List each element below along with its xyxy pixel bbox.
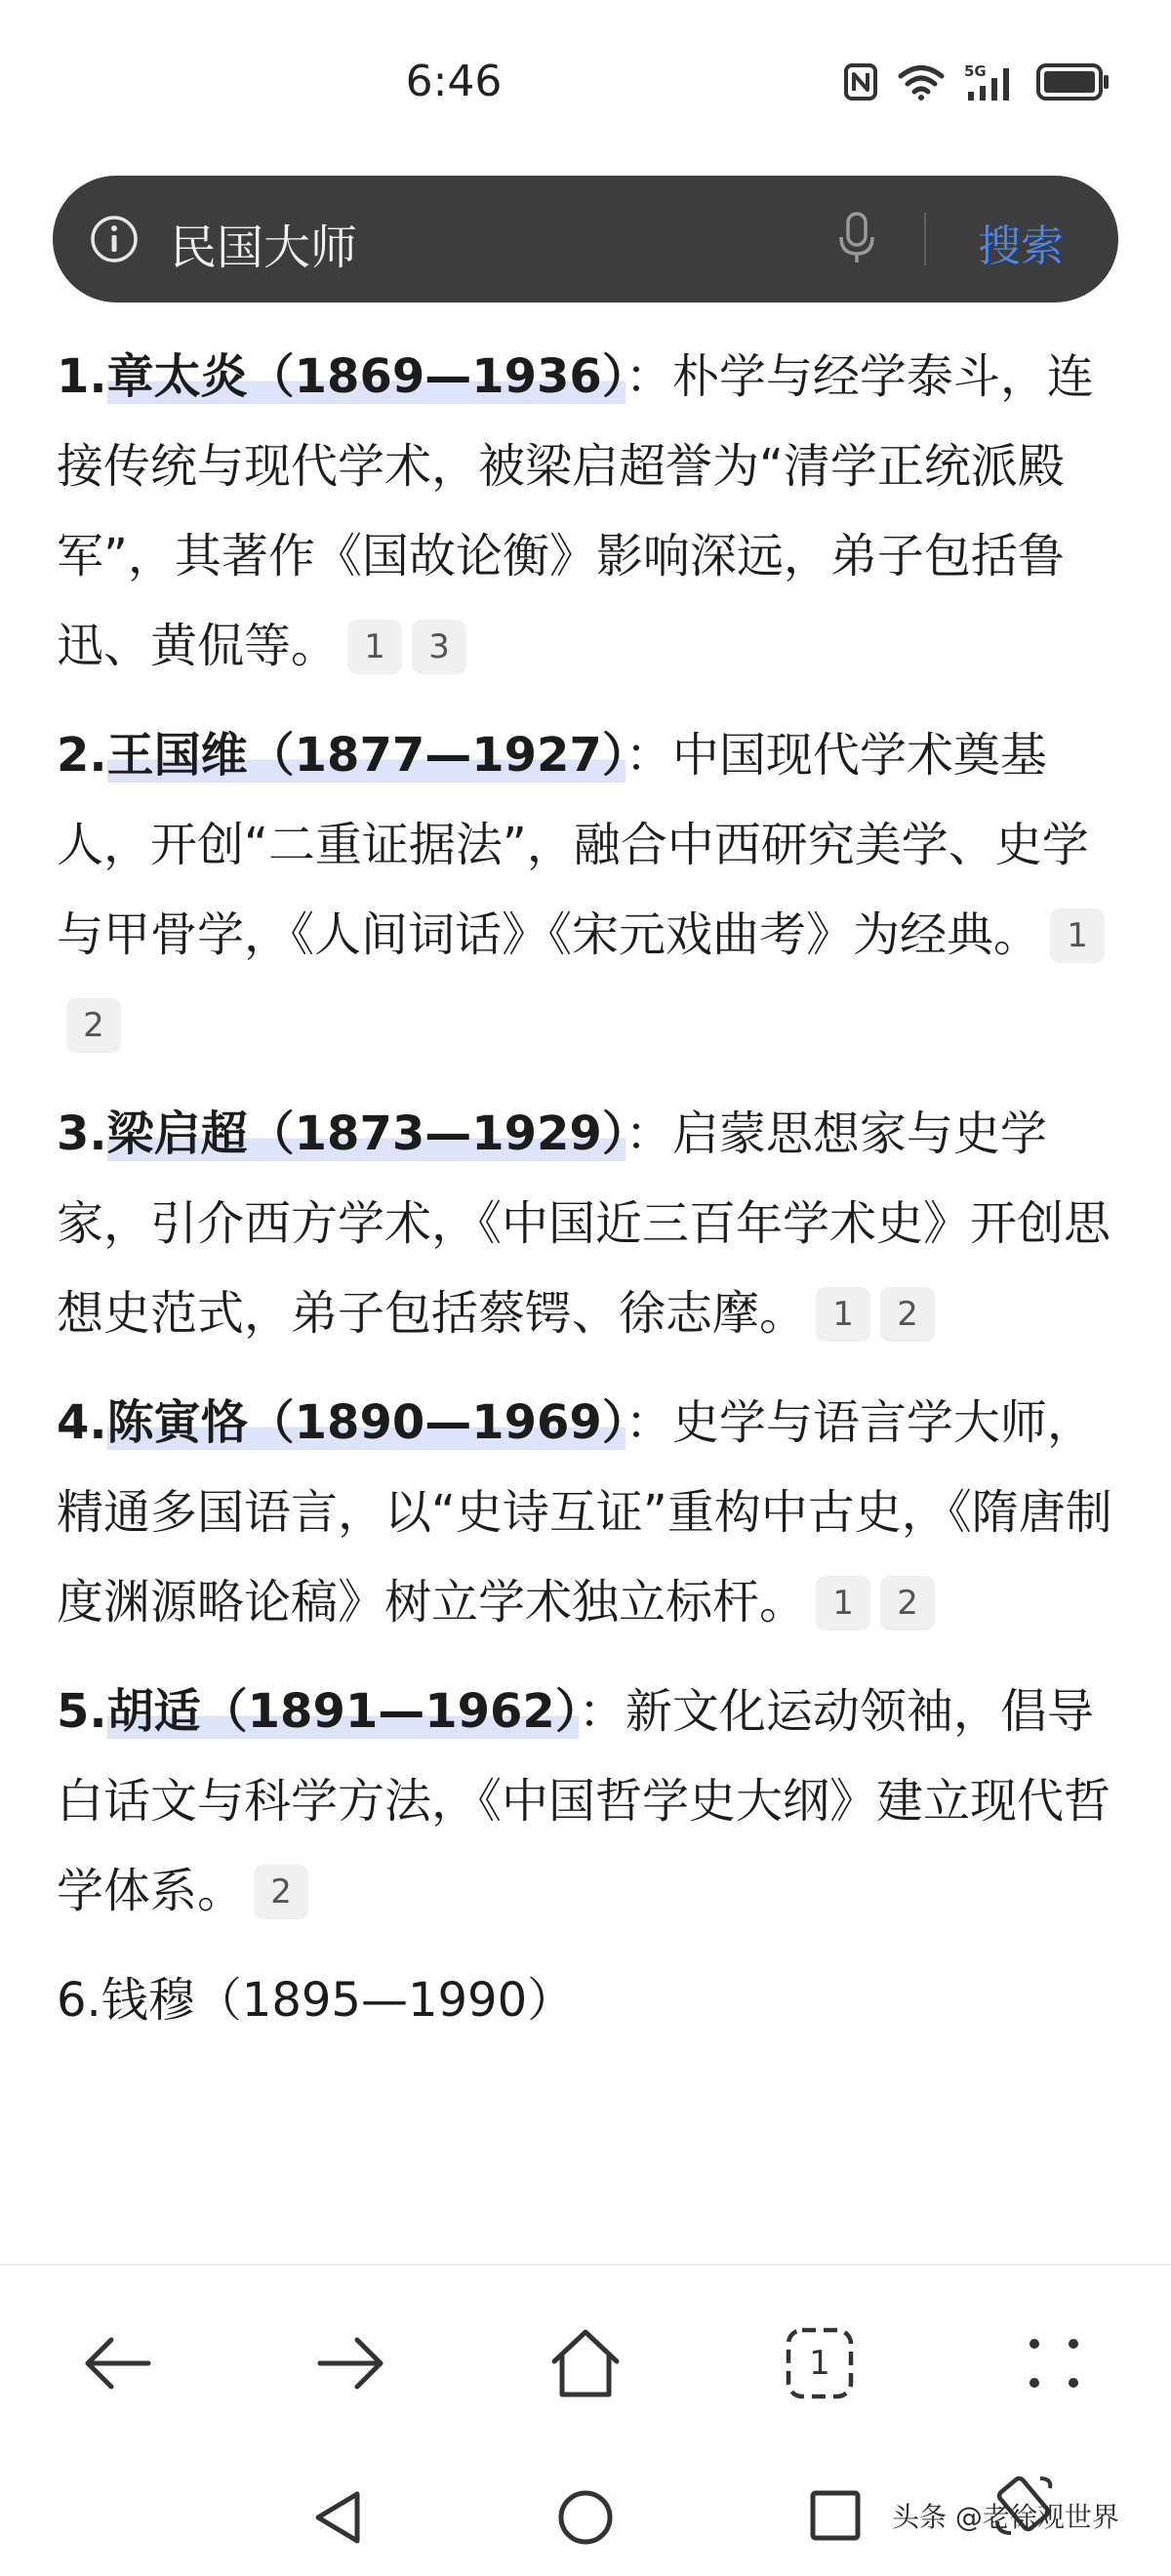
citation-badge[interactable]: 1: [816, 1287, 870, 1342]
citation-badge[interactable]: 1: [347, 620, 402, 674]
item-number: 3.: [57, 1107, 107, 1161]
watermark-text: 头条 @老徐观世界: [892, 2501, 1119, 2533]
wifi-icon: [898, 63, 945, 101]
result-item: [57, 1089, 1120, 1358]
forward-arrow-icon[interactable]: [312, 2324, 390, 2402]
browser-toolbar: [0, 2264, 1171, 2459]
citation-badge[interactable]: 2: [880, 1576, 935, 1630]
item-number: 4.: [57, 1395, 107, 1450]
item-description: ：朴学与经学泰斗，连接传统与现代学术，被梁启超誉为“清学正统派殿军”，其著作《国故论衡》影响深远，弟子包括鲁迅、黄侃等。: [57, 349, 1094, 673]
menu-icon[interactable]: [1015, 2324, 1093, 2402]
answer-content: [57, 332, 1120, 2264]
item-description: ：新文化运动领袖，倡导白话文与科学方法，《中国哲学史大纲》建立现代哲学体系。: [57, 1684, 1111, 1918]
status-icons: [843, 62, 1110, 101]
item-description: ：中国现代学术奠基人，开创“二重证据法”，融合中西研究美学、史学与甲骨学，《人间词话》《宋元戏曲考》为经典。: [57, 728, 1089, 962]
item-description: ：史学与语言学大师，精通多国语言，以“史诗互证”重构中古史，《隋唐制度渊源略论稿》树立学术独立标杆。: [57, 1395, 1112, 1630]
tabs-button[interactable]: [781, 2324, 859, 2402]
citation-badge[interactable]: 2: [880, 1287, 935, 1342]
system-navigation-bar: [0, 2459, 1171, 2576]
result-item: [57, 710, 1120, 1069]
result-item: [57, 1378, 1120, 1647]
item-number: 2.: [57, 728, 107, 783]
citation-badge[interactable]: 2: [254, 1865, 308, 1919]
search-bar[interactable]: [53, 176, 1118, 302]
network-type-label: 5G: [964, 62, 987, 80]
item-number: 5.: [57, 1684, 107, 1739]
battery-icon: [1036, 63, 1110, 101]
back-arrow-icon[interactable]: [78, 2324, 156, 2402]
status-time: 6:46: [405, 57, 503, 106]
item-number: 1.: [57, 349, 107, 404]
item-description: ：启蒙思想家与史学家，引介西方学术，《中国近三百年学术史》开创思想史范式，弟子包括蔡锷、徐志摩。: [57, 1107, 1111, 1341]
item-name: 胡适（1891—1962）: [106, 1684, 579, 1739]
status-bar: [0, 0, 1171, 166]
citation-badge[interactable]: 2: [66, 998, 121, 1053]
item-name: 王国维（1877—1927）: [106, 728, 626, 783]
result-item: [57, 1667, 1120, 1936]
citation-badge[interactable]: 1: [1050, 908, 1105, 963]
nfc-icon: [843, 62, 878, 101]
item-name: 章太炎（1869—1936）: [106, 349, 626, 404]
microphone-icon[interactable]: [837, 211, 876, 265]
search-divider: [924, 213, 926, 265]
cellular-signal-icon: [964, 62, 1017, 101]
info-icon[interactable]: [90, 215, 139, 263]
result-item-partial: 6.钱穆（1895—1990）: [57, 1973, 575, 2028]
nav-recents-icon[interactable]: [808, 2488, 863, 2543]
search-button[interactable]: 搜索: [978, 221, 1064, 271]
item-name: 陈寅恪（1890—1969）: [106, 1395, 626, 1450]
nav-home-icon[interactable]: [556, 2488, 615, 2547]
home-icon[interactable]: [546, 2324, 625, 2402]
item-name: 梁启超（1873—1929）: [106, 1107, 626, 1161]
tab-count: 1: [809, 2344, 830, 2383]
search-input[interactable]: 民国大师: [170, 221, 358, 275]
nav-back-icon[interactable]: [310, 2488, 365, 2547]
citation-badge[interactable]: 3: [412, 620, 466, 674]
citation-badge[interactable]: 1: [816, 1576, 870, 1630]
result-item: [57, 332, 1120, 691]
